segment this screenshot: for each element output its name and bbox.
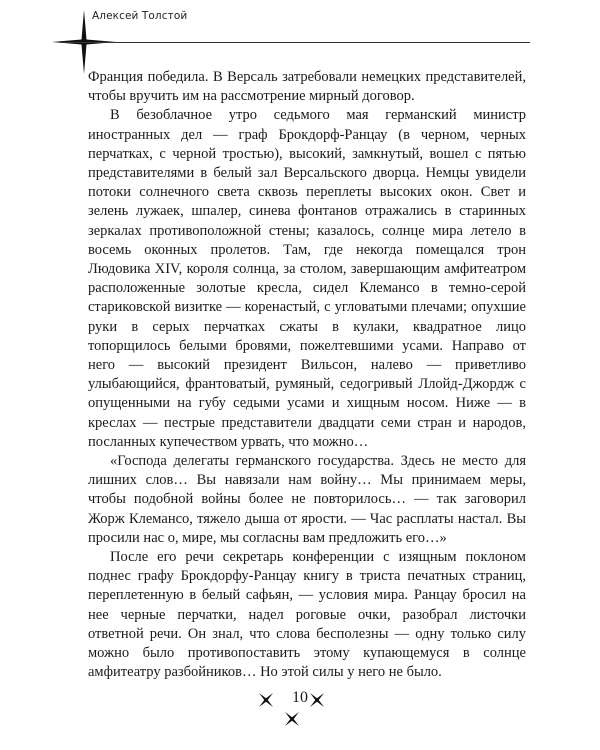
paragraph-4: После его речи секретарь конференции с изящным поклоном поднес графу Брокдорфу-Ранцау книгу в триста печатных страниц, переплетенную в белый сафьян, — условия мира. Ранцау бросил на нее черные перчатки, надел роговые очки, разобрал листочки ответной речи. Он знал, что слова бесполезны — одну только силу можно было противопоставить этому купающемуся в солнце амфитеатру разбойников… Но этой силы у него не было.	[88, 549, 526, 681]
page-footer	[0, 688, 600, 728]
running-header-author: Алексей Толстой	[92, 10, 188, 22]
paragraph-1: Франция победила. В Версаль затребовали немецких представителей, чтобы вручить им на рассмотрение мирный договор.	[88, 69, 526, 105]
header-rule	[60, 42, 530, 43]
body-text	[88, 68, 526, 683]
footer-star-right-icon	[309, 692, 325, 708]
footer-star-bottom-icon	[284, 711, 300, 727]
page-number: 10	[292, 689, 308, 706]
paragraph-3: «Господа делегаты германского государства. Здесь не место для лишних слов… Вы навязали нам войну… Мы принимаем меры, чтобы подобной войны более не повторилось… — так заговорил Жорж Клемансо, тяжело дыша от ярости. — Час расплаты настал. Вы просили нас о, мире, мы согласны вам предложить его…»	[88, 453, 526, 546]
paragraph-2: В безоблачное утро седьмого мая германский министр иностранных дел — граф Брокдорф-Ранцау (в черном, черных перчатках, с черной тростью), высокий, замкнутый, вошел с пятью представителями в белый зал Версальского дворца. Немцы увидели потоки солнечного света сквозь переплеты высоких окон. Свет и зелень лужаек, шпалер, синева фонтанов отражались в старинных зеркалах противоположной стены; казалось, солнце мира летело в восемь оконных пролетов. Там, где некогда помещался трон Людовика XIV, короля солнца, за столом, завершающим амфитеатром расположенные золотые кресла, сидел Клемансо в темно-серой стариковской визитке — коренастый, с угловатыми плечами; опухшие руки в серых перчатках сжаты в кулаки, квадратное лицо топорщилось белыми бровями, пожелтевшими усами. Направо от него — высокий президент Вильсон, налево — приветливо улыбающийся, франтоватый, румяный, седогривый Ллойд-Джордж с опущенными на губу седыми усами и хищным носом. Ниже — в креслах — пестрые представители двадцати семи стран и народов, посланных купечеством урвать, что можно…	[88, 107, 526, 450]
